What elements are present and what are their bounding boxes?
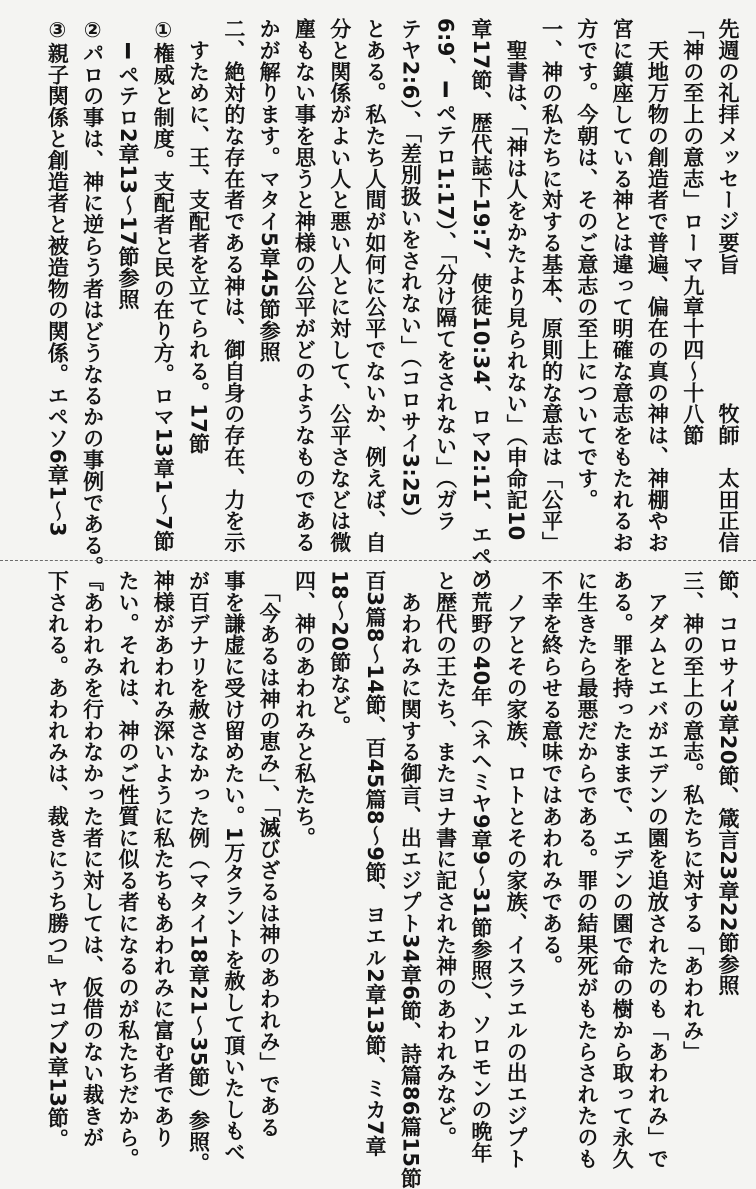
upper-section xyxy=(36,18,742,589)
text-line: 「神の至上の意志」ローマ九章十四〜十八節 xyxy=(680,18,705,446)
text-line: 分と関係がよい人と悪い人とに対して、公平さなどは微 xyxy=(327,18,352,553)
text-line: に生きたら最悪だからである。罪の結果死がもたらされたのも xyxy=(574,570,599,1170)
text-line: 節、コロサイ3章20節、箴言23章22節参照 xyxy=(716,570,740,997)
text-line: ②パロの事は、神に逆らう者はどうなるかの事例である。 xyxy=(80,18,105,578)
text-line: たい。それは、神のご性質に似る者になるのが私たちだから。 xyxy=(115,570,140,1170)
text-line: の荒野の40年（ネヘミヤ9章9〜31節参照）、ソロモンの晩年 xyxy=(468,570,493,1164)
text-line: 6:9、Ⅰペテロ1:17）、「分け隔てをされない」（ガラ xyxy=(433,18,458,532)
text-line: 下される。あわれみは、裁きにうち勝つ』ヤコブ2章13節。 xyxy=(45,570,70,1151)
text-line: かが解ります。マタイ5章45節参照 xyxy=(257,18,282,363)
text-line: 聖書は、「神は人をかたより見られない」（申命記10 xyxy=(504,18,529,541)
text-line: 『あわれみを行わなかった者に対しては、仮借のない裁きが xyxy=(80,570,105,1148)
text-line: 事を謙虚に受け留めたい。1万タラントを赦して頂いたしもべ xyxy=(221,570,246,1163)
text-line: 神様があわれみ深いように私たちもあわれみに富む者であり xyxy=(151,570,176,1148)
text-line: 百3篇8〜14節、百45篇8〜9節、ヨエル2章13節、ミカ7章 xyxy=(363,570,388,1157)
text-line: すために、王、支配者を立てられる。17節 xyxy=(186,18,211,455)
text-line: ①権威と制度。支配者と民の在り方。ロマ13章1〜7節 xyxy=(151,18,176,552)
text-line: 塵もない事を思うと神様の公平がどのようなものである xyxy=(292,18,317,553)
text-line: 方です。今朝は、そのご意志の至上についてです。 xyxy=(574,18,599,511)
text-line: 二、絶対的な存在者である神は、御自身の存在、力を示 xyxy=(221,18,246,553)
text-line: 宮に鎮座している神とは違って明確な意志をもたれるお xyxy=(610,18,635,553)
text-line: 「今あるは神の恵み」、「滅びざるは神のあわれみ」である xyxy=(257,570,282,1138)
section-divider xyxy=(0,560,756,561)
text-line: 18〜20節など。 xyxy=(327,570,352,738)
text-line: 章17節、歴代誌下19:7、使徒10:34、ロマ2:11、エペソ xyxy=(468,18,493,589)
lower-section xyxy=(36,570,742,1189)
text-line: アダムとエバがエデンの園を追放されたのも「あわれみ」で xyxy=(645,570,670,1170)
text-line: 三、神の至上の意志。私たちに対する「あわれみ」 xyxy=(680,570,705,1063)
text-line: Ⅰペテロ2章13〜17節参照 xyxy=(115,18,140,311)
text-line: 一、神の私たちに対する基本、原則的な意志は「公平」 xyxy=(539,18,564,553)
text-line: 不幸を終らせる意味ではあわれみである。 xyxy=(539,570,564,977)
text-line: ある。罪を持ったままで、エデンの園で命の樹から取って永久 xyxy=(610,570,635,1170)
text-line: 四、神のあわれみと私たち。 xyxy=(292,570,317,849)
text-line: ③親子関係と創造者と被造物の関係。エペソ6章1〜3 xyxy=(45,18,70,537)
text-line: とある。私たち人間が如何に公平でないか、例えば、自 xyxy=(363,18,388,553)
text-line: 先週の礼拝メッセージ要旨 牧師 太田正信 xyxy=(716,18,740,553)
text-line: テヤ2:6）、「差別扱いをされない」（コロサイ3:25） xyxy=(398,18,423,529)
text-line: ノアとその家族、ロトとその家族、イスラエルの出エジプト xyxy=(504,570,529,1170)
text-line: が百デナリを赦さなかった例（マタイ18章21〜35節）参照。 xyxy=(186,570,211,1174)
text-line: 天地万物の創造者で普遍、偏在の真の神は、神棚やお xyxy=(645,18,670,553)
text-line: あわれみに関する御言、出エジプト34章6節、詩篇86篇15節 xyxy=(398,570,423,1189)
text-line: と歴代の王たち、またヨナ書に記された神のあわれみなど。 xyxy=(433,570,458,1148)
